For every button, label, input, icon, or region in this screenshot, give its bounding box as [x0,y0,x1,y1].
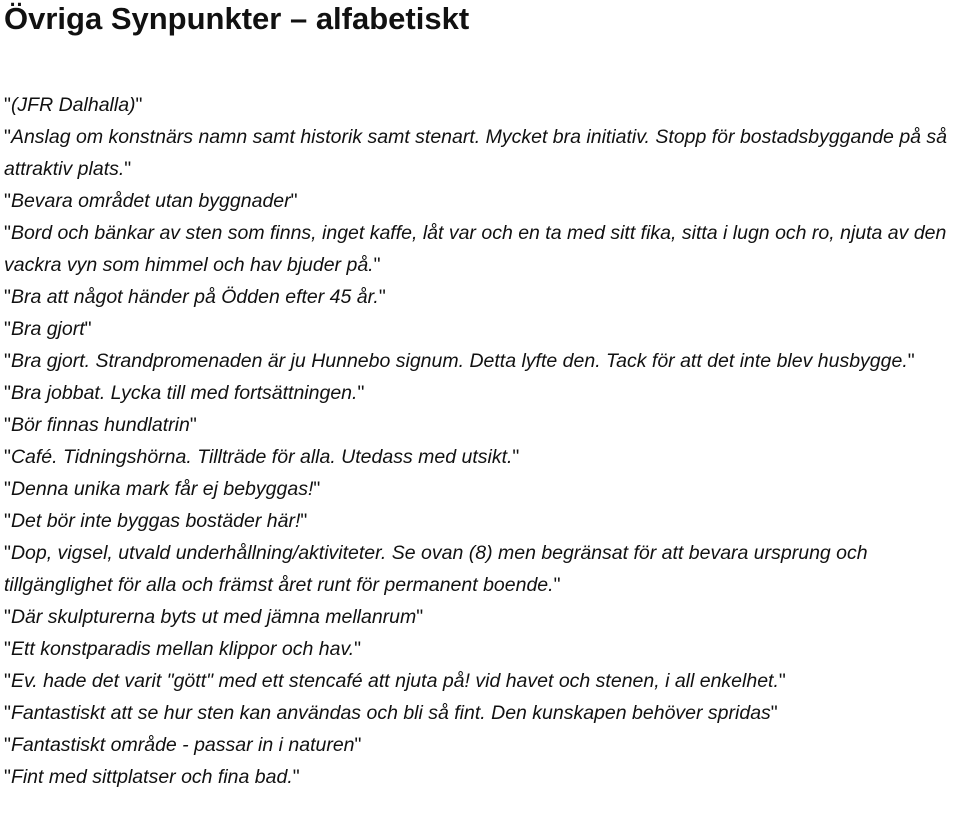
open-quote: " [4,702,11,724]
close-quote: " [292,766,300,788]
close-quote: " [907,350,915,372]
open-quote: " [4,414,11,436]
comment-item [4,697,956,729]
comment-text: Det bör inte byggas bostäder här! [10,510,301,532]
comment-text: Dop, vigsel, utvald underhållning/aktiviteter. Se ovan (8) men begränsat för att bevara ursprung och tillgänglighet för alla och främst året runt för permanent boende. [4,542,868,596]
comment-list [4,89,956,793]
comment-text: Bevara området utan byggnader [10,190,291,212]
open-quote: " [4,734,11,756]
close-quote: " [313,478,321,500]
comment-text: Fint med sittplatser och fina bad. [10,766,293,788]
close-quote: " [553,574,561,596]
comment-text: Där skulpturerna byts ut med jämna mellanrum [10,606,417,628]
open-quote: " [4,318,11,340]
open-quote: " [4,510,11,532]
open-quote: " [4,382,11,404]
comment-item [4,537,956,601]
comment-item [4,441,956,473]
comment-item [4,665,956,697]
comment-text: Café. Tidningshörna. Tillträde för alla. Utedass med utsikt. [10,446,513,468]
close-quote: " [512,446,520,468]
comment-item [4,601,956,633]
open-quote: " [4,638,11,660]
open-quote: " [4,766,11,788]
comment-item [4,313,956,345]
comment-item [4,505,956,537]
close-quote: " [290,190,298,212]
open-quote: " [4,350,11,372]
comment-text: Bra att något händer på Ödden efter 45 år. [10,286,379,308]
close-quote: " [373,254,381,276]
comment-text: Bra gjort [10,318,85,340]
comment-text: Denna unika mark får ej bebyggas! [10,478,314,500]
page-title: Övriga Synpunkter – alfabetiskt [4,1,470,36]
comment-text: (JFR Dalhalla) [10,94,136,116]
comment-item [4,281,956,313]
open-quote: " [4,606,11,628]
open-quote: " [4,670,11,692]
comment-text: Fantastiskt att se hur sten kan användas och bli så fint. Den kunskapen behöver spridas [10,702,771,724]
comment-text: Fantastiskt område - passar in i naturen [10,734,355,756]
comment-item [4,729,956,761]
comment-item [4,345,956,377]
comment-text: Bord och bänkar av sten som finns, inget kaffe, låt var och en ta med sitt fika, sitta i lugn och ro, njuta av den vackra vyn som himmel och hav bjuder på. [4,222,947,276]
open-quote: " [4,446,11,468]
comment-item [4,217,956,281]
comment-text: Bra jobbat. Lycka till med fortsättningen. [10,382,358,404]
open-quote: " [4,222,11,244]
comment-item [4,409,956,441]
comment-item [4,761,956,793]
open-quote: " [4,126,11,148]
comment-text: Ev. hade det varit "gött" med ett stencafé att njuta på! vid havet och stenen, i all enkelhet. [10,670,779,692]
close-quote: " [84,318,92,340]
close-quote: " [770,702,778,724]
comment-text: Bra gjort. Strandpromenaden är ju Hunnebo signum. Detta lyfte den. Tack för att det inte blev husbygge. [10,350,908,372]
close-quote: " [300,510,308,532]
comment-text: Bör finnas hundlatrin [10,414,190,436]
open-quote: " [4,286,11,308]
comment-item [4,377,956,409]
close-quote: " [189,414,197,436]
comment-item [4,89,956,121]
open-quote: " [4,542,11,564]
comment-item [4,633,956,665]
open-quote: " [4,94,11,116]
comment-item [4,473,956,505]
close-quote: " [778,670,786,692]
close-quote: " [135,94,143,116]
close-quote: " [357,382,365,404]
close-quote: " [416,606,424,628]
comment-text: Ett konstparadis mellan klippor och hav. [10,638,355,660]
comment-item [4,121,956,185]
close-quote: " [354,638,362,660]
close-quote: " [124,158,132,180]
open-quote: " [4,478,11,500]
close-quote: " [354,734,362,756]
comment-item [4,185,956,217]
comment-text: Anslag om konstnärs namn samt historik samt stenart. Mycket bra initiativ. Stopp för bostadsbyggande på så attraktiv plats. [4,126,948,180]
open-quote: " [4,190,11,212]
close-quote: " [378,286,386,308]
